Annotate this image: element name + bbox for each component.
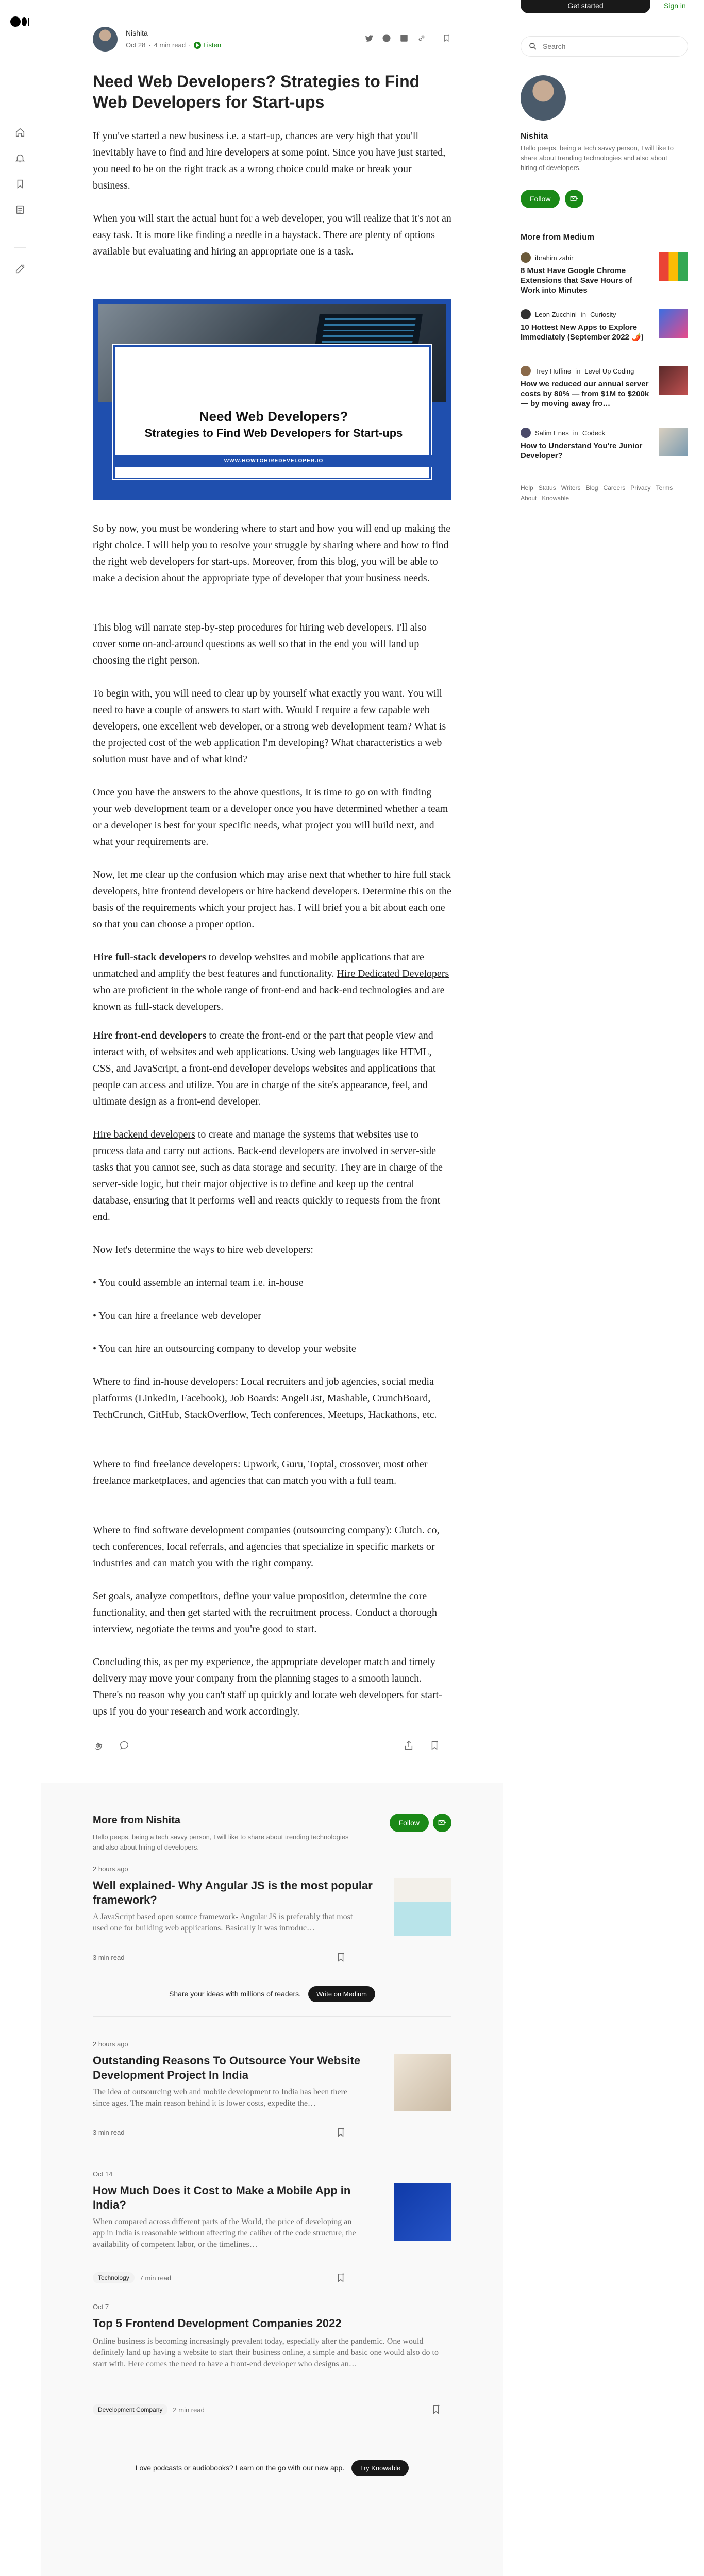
notifications-icon[interactable]	[14, 152, 26, 164]
story-tag[interactable]: Development Company	[93, 2404, 167, 2415]
story-excerpt: A JavaScript based open source framework- Angular JS is preferably that most used one for building web applications. Basically it was introduc…	[93, 1912, 353, 1933]
story-date: 2 hours ago	[93, 2040, 128, 2048]
rec-author[interactable]	[521, 366, 634, 376]
story-excerpt: Online business is becoming increasingly prevalent today, especially after the pandemic. One would definitely land up having a website to start their business online, a simple and basic one would also do to start with. Here comes the need to have a front-end developer who designs an…	[93, 2337, 439, 2368]
comment-icon[interactable]	[119, 1740, 131, 1752]
rec-author-name: Leon Zucchini	[535, 310, 577, 318]
story-footer	[93, 2129, 124, 2137]
full-stack-text-a: to develop websites and mobile applications that are unmatched and amplify the best features and functionality.	[93, 952, 424, 979]
paragraph-freelance: Where to find freelance developers: Upwork, Guru, Toptal, crossover, most other freelance marketplaces, and agencies that can match you with a full team.	[93, 1459, 428, 1486]
article-meta	[126, 41, 221, 49]
search-input[interactable]	[543, 42, 677, 50]
sidebar-subscribe-button[interactable]	[565, 190, 583, 208]
rec-publication: Level Up Coding	[584, 367, 634, 375]
rec-title[interactable]: How we reduced our annual server costs by 80% — from $1M to $200k — by moving away fro…	[521, 380, 649, 408]
home-icon[interactable]	[14, 126, 26, 139]
lists-icon[interactable]	[14, 178, 26, 190]
footer-link-help[interactable]: Help	[521, 484, 533, 492]
paragraph-in-house: Where to find in-house developers: Local recruiters and job agencies, social media platforms (LinkedIn, Facebook), Job Boards: AngelList, Mashable, CrunchBoard, TechCrunch, GitHub, StackOverflow, Tech conferences, Meetups, Hackathons, etc.	[93, 1376, 437, 1420]
bookmark-icon[interactable]	[441, 33, 451, 43]
rec-publication: Curiosity	[590, 310, 616, 318]
more-bio: Hello peeps, being a tech savvy person, I will like to share about trending technologies and also about hiring of developers.	[93, 1833, 349, 1851]
hero-heading: Need Web Developers?	[199, 409, 348, 424]
story-title[interactable]: Top 5 Frontend Development Companies 2022	[93, 2317, 342, 2330]
bullet-freelance: • You can hire a freelance web developer	[93, 1310, 261, 1321]
rec-title[interactable]: How to Understand You're Junior Developer?	[521, 442, 643, 460]
story-thumbnail[interactable]	[394, 1878, 451, 1936]
rec-thumbnail[interactable]	[659, 252, 688, 281]
more-from-author	[41, 1783, 503, 2576]
share-icons	[364, 33, 451, 43]
paragraph-4: This blog will narrate step-by-step procedures for hiring web developers. I'll also cover some on-and-around questions as well so that in the end you will land up choosing the right person.	[93, 622, 427, 666]
rec-in-word: in	[580, 310, 586, 318]
story-thumbnail[interactable]	[394, 2183, 451, 2241]
rec-author-name: Trey Huffine	[535, 367, 572, 375]
copy-link-icon[interactable]	[416, 33, 427, 43]
main-column	[41, 0, 503, 1783]
hero-card	[113, 345, 431, 479]
paragraph-ways: Now let's determine the ways to hire web developers:	[93, 1244, 313, 1256]
clap-icon[interactable]	[93, 1740, 105, 1752]
author-avatar[interactable]	[93, 27, 118, 52]
bookmark-icon[interactable]	[430, 2404, 442, 2415]
rec-author-avatar	[521, 309, 531, 319]
mail-plus-icon	[569, 194, 579, 204]
get-started-button[interactable]: Get started	[521, 0, 650, 13]
bookmark-icon[interactable]	[335, 2272, 346, 2283]
story-title[interactable]: Outstanding Reasons To Outsource Your Website Development Project In India	[93, 2054, 361, 2081]
footer-link-privacy[interactable]: Privacy	[630, 484, 651, 492]
more-from-medium-heading: More from Medium	[521, 233, 595, 242]
rec-author[interactable]	[521, 309, 616, 319]
write-on-medium-button[interactable]: Write on Medium	[308, 1986, 375, 2002]
story-date: 2 hours ago	[93, 1865, 128, 1873]
rail-divider	[14, 247, 26, 248]
rec-author-avatar	[521, 252, 531, 263]
bookmark-icon[interactable]	[335, 1952, 346, 1963]
bullet-outsourcing: • You can hire an outsourcing company to develop your website	[93, 1343, 356, 1354]
footer-link-blog[interactable]: Blog	[585, 484, 598, 492]
right-sidebar	[504, 0, 704, 2576]
story-thumbnail[interactable]	[394, 2054, 451, 2111]
hero-subheading: Strategies to Find Web Developers for Start-ups	[144, 427, 403, 439]
mail-plus-icon	[438, 1818, 447, 1827]
story-read-time: 3 min read	[93, 1954, 125, 1961]
medium-logo-icon[interactable]	[10, 16, 31, 27]
hero-url: WWW.HOWTOHIREDEVELOPER.IO	[115, 455, 432, 467]
story-title[interactable]: How Much Does it Cost to Make a Mobile App in India?	[93, 2184, 351, 2211]
meta-dot: ·	[189, 41, 191, 49]
rec-thumbnail[interactable]	[659, 428, 688, 456]
paragraph-5: To begin with, you will need to clear up by yourself what exactly you want. You will need to have a couple of answers to start with. Would I require a few capable web developers, one excellent web developer, or a strong web development team? What is the projected cost of the web application I'm developing? What characteristics a web solution must have and of what kind?	[93, 688, 446, 765]
paragraph-6: Once you have the answers to the above questions, It is time to go on with finding your web development team or a developer once you have determined whether a team or a developer is best for your specific needs, what project you will build next, and what your requirements are.	[93, 787, 448, 848]
footer-links	[521, 484, 688, 502]
listen-button[interactable]	[194, 41, 221, 49]
rec-title[interactable]: 8 Must Have Google Chrome Extensions that Save Hours of Work into Minutes	[521, 266, 632, 295]
listen-label: Listen	[203, 41, 222, 49]
story-read-time: 3 min read	[93, 2129, 125, 2137]
hero-image	[93, 299, 451, 500]
paragraph-2: When you will start the actual hunt for a web developer, you will realize that it's not an easy task. It is more like finding a needle in a haystack. There are plenty of options available but evaluating and hiring an appropriate one is a task.	[93, 213, 451, 257]
app-promo	[93, 2458, 451, 2478]
app-promo-text: Love podcasts or audiobooks? Learn on the go with our new app.	[135, 2464, 345, 2472]
rec-author-avatar	[521, 366, 531, 376]
play-icon	[194, 42, 201, 49]
footer-link-knowable[interactable]: Knowable	[542, 495, 569, 502]
try-knowable-button[interactable]: Try Knowable	[351, 2460, 409, 2476]
twitter-icon[interactable]	[364, 33, 374, 43]
story-read-time: 7 min read	[139, 2274, 172, 2282]
story-footer	[93, 1954, 124, 1961]
rec-author[interactable]	[521, 252, 573, 263]
write-promo	[93, 1984, 451, 2004]
rec-title[interactable]: 10 Hottest New Apps to Explore Immediately (September 2022 🌶️)	[521, 323, 644, 342]
bookmark-icon[interactable]	[335, 2127, 346, 2138]
paragraph-conclusion: Concluding this, as per my experience, the appropriate developer match and timely delivery may move your company from the planning stages to a smooth launch. There's no reason why you can't staff up quickly and locate web developers for start-ups if you do your research and work accordingly.	[93, 1656, 442, 1717]
engagement-bar	[93, 1740, 451, 1755]
paragraph-1: If you've started a new business i.e. a start-up, chances are very high that you'll inevitably have to find and hire developers at some point. Since you have just started, you need to be on the right track as a wrong choice could make or break your business.	[93, 130, 446, 191]
paragraph-7: Now, let me clear up the confusion which may arise next that whether to hire full stack developers, hire frontend developers or hire backend developers. Determine this on the basis of the requirements which your project has. I will brief you a bit about each one so that you can choose a proper option.	[93, 869, 451, 930]
search-box[interactable]	[521, 36, 688, 57]
article-title: Need Web Developers? Strategies to Find Web Developers for Start-ups	[93, 72, 420, 111]
author-row	[93, 27, 451, 52]
bullet-in-house: • You could assemble an internal team i.e. in-house	[93, 1277, 304, 1289]
author-name[interactable]: Nishita	[126, 29, 148, 37]
front-end-heading: Hire front-end developers	[93, 1030, 207, 1041]
full-stack-heading: Hire full-stack developers	[93, 952, 206, 963]
footer-link-terms[interactable]: Terms	[656, 484, 673, 492]
subscribe-email-button[interactable]	[433, 1814, 451, 1832]
more-title[interactable]: More from Nishita	[93, 1815, 181, 1826]
rec-author-avatar	[521, 428, 531, 438]
write-icon[interactable]	[14, 263, 26, 275]
rec-thumbnail[interactable]	[659, 366, 688, 395]
story-date: Oct 14	[93, 2170, 113, 2178]
rec-in-word: in	[573, 429, 578, 437]
rec-author-name: ibrahim zahir	[535, 253, 574, 262]
footer-link-writers[interactable]: Writers	[561, 484, 581, 492]
paragraph-front-end	[93, 1027, 451, 1110]
rec-author-name: Salim Enes	[535, 429, 569, 437]
sidebar-author-avatar[interactable]	[521, 75, 566, 121]
sign-in-link[interactable]: Sign in	[664, 2, 686, 10]
facebook-icon[interactable]	[381, 33, 392, 43]
rec-thumbnail[interactable]	[659, 309, 688, 338]
story-read-time: 2 min read	[173, 2405, 205, 2414]
paragraph-backend	[93, 1126, 451, 1225]
footer-link-status[interactable]: Status	[538, 484, 556, 492]
read-time: 4 min read	[154, 41, 186, 49]
hire-backend-link[interactable]: Hire backend developers	[93, 1129, 195, 1140]
follow-button[interactable]: Follow	[390, 1814, 429, 1832]
story-tag[interactable]: Technology	[93, 2272, 135, 2283]
paragraph-full-stack	[93, 949, 451, 1015]
story-title[interactable]: Well explained- Why Angular JS is the most popular framework?	[93, 1879, 373, 1906]
story-footer	[93, 2272, 171, 2283]
divider	[93, 2016, 451, 2017]
publish-date: Oct 28	[126, 41, 146, 49]
backend-text: to create and manage the systems that websites use to process data and carry out actions. Back-end developers are involved in server-side tasks that you cannot see, such as data storage and security. They are in charge of the server-side logic, but their major objective is to define and keep up the central database, ensuring that it performs well and reacts quickly to requests from the front end.	[93, 1129, 443, 1223]
sidebar-author-bio: Hello peeps, being a tech savvy person, I will like to share about trending technologies and also about hiring of developers.	[521, 144, 674, 172]
rec-author[interactable]	[521, 428, 605, 438]
meta-dot: ·	[148, 41, 151, 49]
stories-icon[interactable]	[14, 204, 26, 216]
promo-text: Share your ideas with millions of readers.	[169, 1990, 301, 1998]
rec-in-word: in	[575, 367, 581, 375]
story-date: Oct 7	[93, 2303, 109, 2311]
paragraph-3: So by now, you must be wondering where to start and how you will end up making the right choice. I will help you to resolve your struggle by sharing where and how to find the right web developers for start-ups. Moreover, from this blog, you will be able to make a decision about the appropriate type of developer that your business needs.	[93, 523, 451, 584]
hire-dedicated-link[interactable]: Hire Dedicated Developers	[337, 968, 449, 979]
bookmark-icon[interactable]	[429, 1740, 441, 1752]
full-stack-text-b: who are proficient in the whole range of front-end and back-end technologies and are known as full-stack developers.	[93, 985, 445, 1012]
story-excerpt: The idea of outsourcing web and mobile development to India has been there since ages. The main reason behind it is lower costs, expedite the…	[93, 2088, 348, 2108]
linkedin-icon[interactable]	[399, 33, 409, 43]
front-end-text: to create the front-end or the part that people view and interact with, of websites and web applications. Using web languages like HTML, CSS, and JavaScript, a front-end developer develops websites and applications that people can access and utilize. You are in charge of the site's appearance, feel, and ultimate design as a front-end developer.	[93, 1030, 436, 1107]
footer-link-about[interactable]: About	[521, 495, 537, 502]
rec-publication: Codeck	[582, 429, 605, 437]
search-icon	[528, 42, 538, 51]
left-rail	[0, 0, 41, 2576]
footer-link-careers[interactable]: Careers	[603, 484, 626, 492]
sidebar-author-name[interactable]: Nishita	[521, 132, 548, 141]
paragraph-goals: Set goals, analyze competitors, define your value proposition, determine the core functionality, and then get started with the recruitment process. Conduct a thorough interview, negotiate the terms and you're good to start.	[93, 1590, 437, 1635]
story-footer	[93, 2404, 205, 2415]
paragraph-outsourcing: Where to find software development companies (outsourcing company): Clutch. co, tech conferences, local referrals, and agencies that specialize in specific markets or industries and can match you with the right company.	[93, 1524, 440, 1569]
share-icon[interactable]	[403, 1740, 415, 1752]
story-excerpt: When compared across different parts of the World, the price of developing an app in India is reasonable without affecting the caliber of the code structure, the availability of competent labor, or the timelines…	[93, 2217, 356, 2249]
sidebar-follow-button[interactable]: Follow	[521, 190, 560, 208]
